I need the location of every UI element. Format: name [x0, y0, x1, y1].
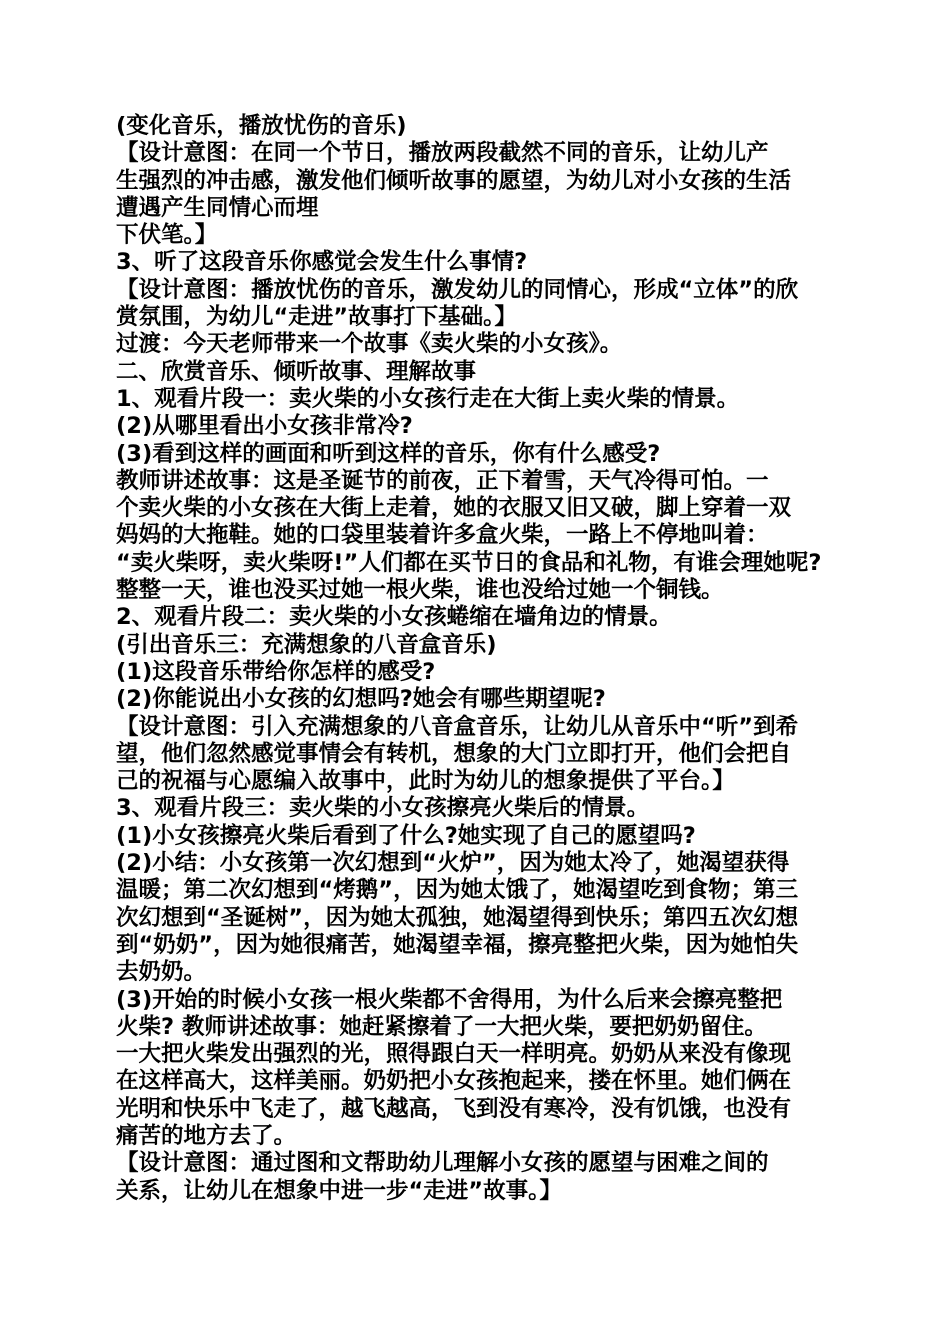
- text-line: 己的祝福与心愿编入故事中，此时为幼儿的想象提供了平台。】: [116, 768, 735, 795]
- text-line: 妈妈的大拖鞋。她的口袋里装着许多盒火柴，一路上不停地叫着：: [116, 522, 769, 549]
- text-line: 次幻想到“圣诞树”，因为她太孤独，她渴望得到快乐；第四五次幻想: [116, 904, 799, 931]
- text-line: 过渡：今天老师带来一个故事《卖火柴的小女孩》。: [116, 331, 623, 358]
- text-line: 【设计意图：通过图和文帮助幼儿理解小女孩的愿望与困难之间的: [116, 1150, 769, 1177]
- text-line: 生强烈的冲击感，激发他们倾听故事的愿望，为幼儿对小女孩的生活: [116, 167, 792, 194]
- text-line: 一大把火柴发出强烈的光，照得跟白天一样明亮。奶奶从来没有像现: [116, 1041, 792, 1068]
- text-line: 望，他们忽然感觉事情会有转机，想象的大门立即打开，他们会把自: [116, 740, 792, 767]
- text-line: 3、观看片段三：卖火柴的小女孩擦亮火柴后的情景。: [116, 795, 650, 822]
- text-line: 个卖火柴的小女孩在大街上走着，她的衣服又旧又破，脚上穿着一双: [116, 495, 792, 522]
- text-line: 1、观看片段一：卖火柴的小女孩行走在大街上卖火柴的情景。: [116, 385, 740, 412]
- text-line: (1)这段音乐带给你怎样的感受?: [116, 658, 436, 685]
- text-line: (2)你能说出小女孩的幻想吗?她会有哪些期望呢?: [116, 686, 606, 713]
- text-line: 关系，让幼儿在想象中进一步“走进”故事。】: [116, 1177, 562, 1204]
- text-line: 光明和快乐中飞走了，越飞越高，飞到没有寒冷，没有饥饿，也没有: [116, 1095, 792, 1122]
- text-line: 下伏笔。】: [116, 222, 218, 249]
- text-line: 在这样高大，这样美丽。奶奶把小女孩抱起来，搂在怀里。她们俩在: [116, 1068, 792, 1095]
- text-line: 2、观看片段二：卖火柴的小女孩蜷缩在墙角边的情景。: [116, 604, 672, 631]
- text-line: (1)小女孩擦亮火柴后看到了什么?她实现了自己的愿望吗?: [116, 822, 696, 849]
- document-body: [116, 113, 838, 1205]
- text-line: 火柴? 教师讲述故事：她赶紧擦着了一大把火柴，要把奶奶留住。: [116, 1013, 767, 1040]
- text-line: 【设计意图：播放忧伤的音乐，激发幼儿的同情心，形成“立体”的欣: [116, 276, 799, 303]
- text-line: 到“奶奶”，因为她很痛苦，她渴望幸福，擦亮整把火柴，因为她怕失: [116, 931, 799, 958]
- text-line: 痛苦的地方去了。: [116, 1122, 297, 1149]
- text-line: (2)小结：小女孩第一次幻想到“火炉”，因为她太冷了，她渴望获得: [116, 850, 790, 877]
- text-line: 整整一天，谁也没买过她一根火柴，谁也没给过她一个铜钱。: [116, 577, 724, 604]
- text-line: (2)从哪里看出小女孩非常冷?: [116, 413, 413, 440]
- text-line: 去奶奶。: [116, 959, 207, 986]
- text-line: 3、听了这段音乐你感觉会发生什么事情?: [116, 249, 528, 276]
- text-line: (3)看到这样的画面和听到这样的音乐，你有什么感受?: [116, 440, 661, 467]
- text-line: 赏氛围，为幼儿“走进”故事打下基础。】: [116, 304, 517, 331]
- text-line: “卖火柴呀，卖火柴呀!”人们都在买节日的食品和礼物，有谁会理她呢?: [116, 549, 822, 576]
- text-line: 温暖；第二次幻想到“烤鹅”，因为她太饿了，她渴望吃到食物；第三: [116, 877, 799, 904]
- text-line: 教师讲述故事：这是圣诞节的前夜，正下着雪，天气冷得可怕。一: [116, 467, 769, 494]
- text-line: 【设计意图：引入充满想象的八音盒音乐，让幼儿从音乐中“听”到希: [116, 713, 799, 740]
- text-line: (引出音乐三：充满想象的八音盒音乐): [116, 631, 497, 658]
- text-line: 【设计意图：在同一个节日，播放两段截然不同的音乐，让幼儿产: [116, 140, 769, 167]
- text-line: (变化音乐，播放忧伤的音乐): [116, 113, 407, 139]
- text-line: (3)开始的时候小女孩一根火柴都不舍得用，为什么后来会擦亮整把: [116, 986, 783, 1013]
- text-line: 遭遇产生同情心而埋: [116, 194, 319, 221]
- text-line: 二、欣赏音乐、倾听故事、理解故事: [116, 358, 477, 385]
